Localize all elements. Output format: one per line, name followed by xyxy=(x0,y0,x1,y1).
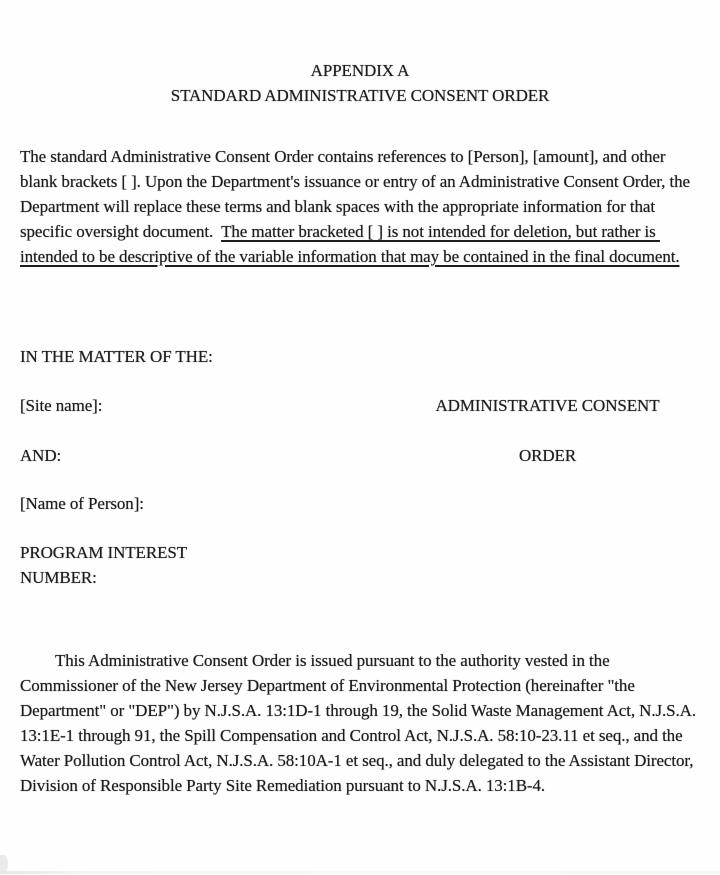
program-interest-line2: NUMBER: xyxy=(20,568,97,587)
person-name-label: [Name of Person]: xyxy=(20,494,144,513)
intro-paragraph xyxy=(20,144,704,269)
intro-normal-text: The standard Administrative Consent Order contains references to [Person], [amount], and other blank brackets [ ]. Upon the Department's issuance or entry of an Administrative Consent Order, the Department will replace these terms and blank spaces with the appropriate information for that specific oversight document. xyxy=(20,147,695,241)
authority-paragraph: This Administrative Consent Order is issued pursuant to the authority vested in the Commissioner of the New Jersey Department of Environmental Protection (hereinafter "the Department" or "DEP") by N.J.S.A. 13:1D-1 through 19, the Solid Waste Management Act, N.J.S.A. 13:1E-1 through 91, the Spill Compensation and Control Act, N.J.S.A. 58:10-23.11 et seq., and the Water Pollution Control Act, N.J.S.A. 58:10A-1 et seq., and duly delegated to the Assistant Director, Division of Responsible Party Site Remediation pursuant to N.J.S.A. 13:1B-4. xyxy=(20,651,696,795)
title-line-standard: STANDARD ADMINISTRATIVE CONSENT ORDER xyxy=(170,86,550,105)
scan-artifact-bottom-line xyxy=(0,871,720,874)
scan-artifact-corner-smudge xyxy=(0,855,8,873)
intro-underlined-text: The matter bracketed [ ] is not intended for deletion, but rather is intended to be descriptive of the variable information that may be contained in the final document. xyxy=(20,222,680,266)
site-name-label: [Site name]: xyxy=(20,396,103,415)
right-title-consent: ADMINISTRATIVE CONSENT xyxy=(435,396,660,415)
title-line-appendix: APPENDIX A xyxy=(310,61,410,80)
right-title-order: ORDER xyxy=(518,446,577,465)
program-interest-block xyxy=(20,540,187,590)
document-title xyxy=(0,58,720,108)
program-interest-line1: PROGRAM INTEREST xyxy=(20,543,187,562)
matter-heading: IN THE MATTER OF THE: xyxy=(20,347,213,366)
and-label: AND: xyxy=(20,446,62,465)
